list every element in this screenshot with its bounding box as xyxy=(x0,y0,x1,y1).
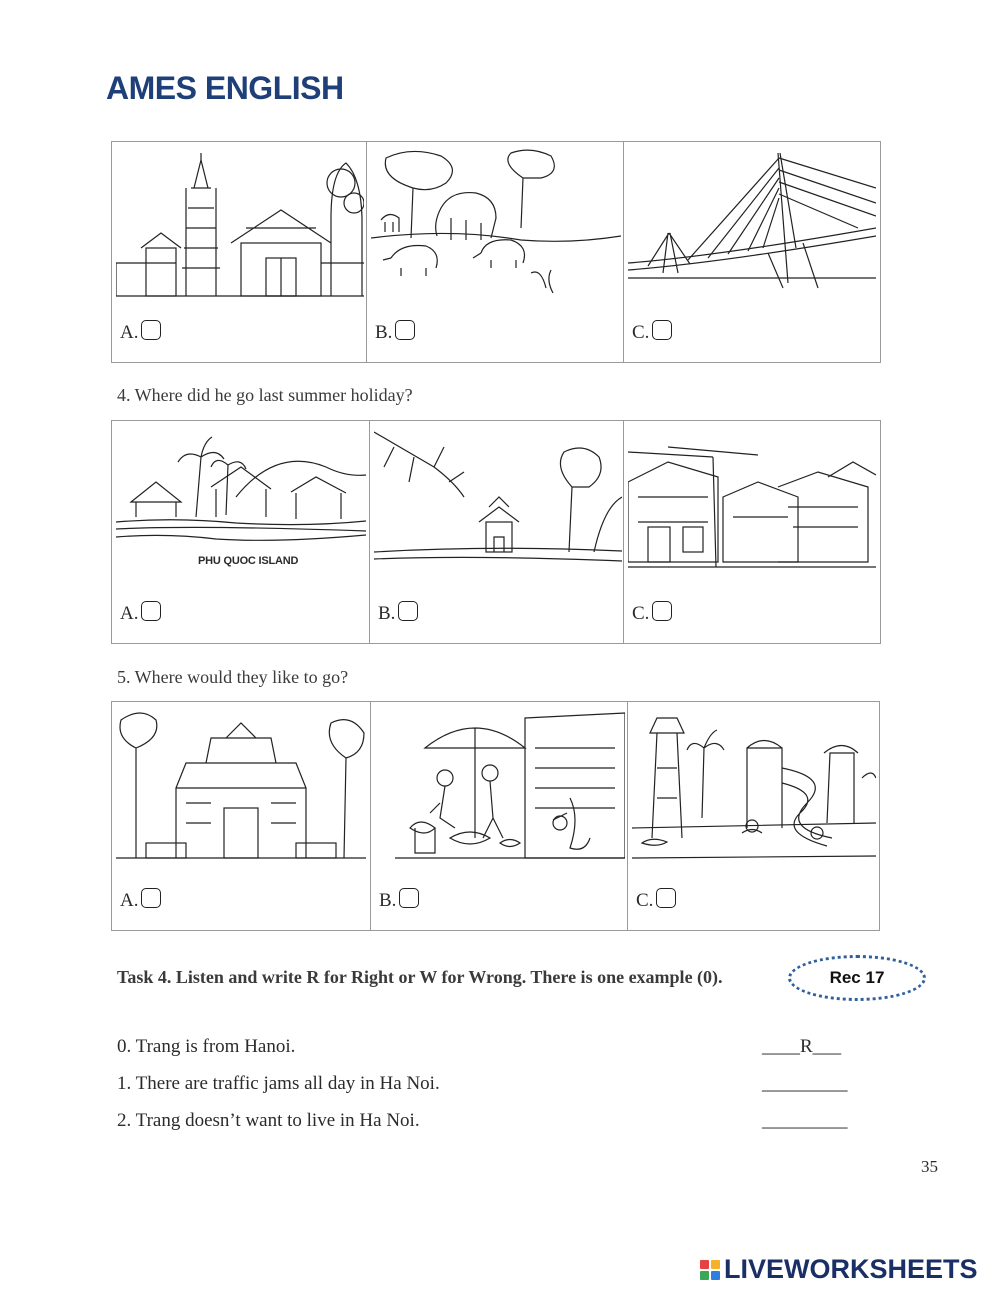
zoo-animals-icon xyxy=(371,148,621,298)
logo-square-yellow xyxy=(711,1260,720,1269)
image-caption: PHU QUOC ISLAND xyxy=(198,555,299,567)
option-c xyxy=(636,888,676,912)
liveworksheets-icon xyxy=(700,1260,720,1280)
option-b xyxy=(375,320,415,344)
option-a xyxy=(120,888,161,912)
option-label: C. xyxy=(632,603,650,624)
question-4-text: 4. Where did he go last summer holiday? xyxy=(117,385,413,405)
cable-stayed-bridge-icon xyxy=(628,148,876,298)
option-label: A. xyxy=(120,890,139,911)
answer-checkbox-b[interactable] xyxy=(399,888,419,908)
statement-2: 2. Trang doesn’t want to live in Ha Noi. xyxy=(117,1110,420,1131)
task-4-instructions: Task 4. Listen and write R for Right or W for Wrong. There is one example (0). xyxy=(117,967,723,987)
statement-0: 0. Trang is from Hanoi. xyxy=(117,1036,296,1057)
answer-checkbox-c[interactable] xyxy=(652,320,672,340)
option-cell-a xyxy=(112,142,367,362)
option-cell-c xyxy=(624,142,880,362)
answer-blank-2[interactable]: _________ xyxy=(762,1110,848,1131)
option-label: B. xyxy=(379,890,397,911)
page-number: 35 xyxy=(921,1157,938,1176)
statement-1: 1. There are traffic jams all day in Ha Noi. xyxy=(117,1073,440,1094)
answer-checkbox-b[interactable] xyxy=(395,320,415,340)
brand-title: AMES ENGLISH xyxy=(106,70,344,106)
logo-square-green xyxy=(700,1271,709,1280)
option-cell-c xyxy=(624,421,880,643)
option-cell-b xyxy=(367,142,624,362)
answer-checkbox-a[interactable] xyxy=(141,320,161,340)
pagoda-and-temple-gate-icon xyxy=(116,148,364,298)
answer-checkbox-a[interactable] xyxy=(141,888,161,908)
option-a xyxy=(120,601,161,625)
question-5-text: 5. Where would they like to go? xyxy=(117,667,349,687)
answer-blank-1[interactable]: _________ xyxy=(762,1073,848,1094)
option-cell-b xyxy=(371,702,628,930)
option-c xyxy=(632,601,672,625)
logo-square-blue xyxy=(711,1271,720,1280)
answer-checkbox-b[interactable] xyxy=(398,601,418,621)
option-cell-b xyxy=(370,421,624,643)
option-cell-c xyxy=(628,702,879,930)
answer-checkbox-c[interactable] xyxy=(656,888,676,908)
option-b xyxy=(378,601,418,625)
question-5-grid xyxy=(111,701,880,931)
option-cell-a xyxy=(112,702,371,930)
option-label: A. xyxy=(120,603,139,624)
old-town-street-icon xyxy=(628,427,876,577)
temple-gate-icon xyxy=(116,708,366,868)
answer-checkbox-a[interactable] xyxy=(141,601,161,621)
question-4-grid xyxy=(111,420,881,644)
water-park-icon xyxy=(632,708,876,868)
street-market-icon xyxy=(375,708,625,868)
turtle-tower-lake-icon xyxy=(374,427,622,577)
option-label: C. xyxy=(632,322,650,343)
option-label: C. xyxy=(636,890,654,911)
question-3-grid xyxy=(111,141,881,363)
option-cell-a xyxy=(112,421,370,643)
answer-checkbox-c[interactable] xyxy=(652,601,672,621)
logo-square-red xyxy=(700,1260,709,1269)
option-a xyxy=(120,320,161,344)
option-label: B. xyxy=(378,603,396,624)
option-label: B. xyxy=(375,322,393,343)
liveworksheets-logo xyxy=(700,1254,978,1285)
answer-blank-0: ____R___ xyxy=(762,1036,842,1057)
option-c xyxy=(632,320,672,344)
rec-17-audio-badge[interactable]: Rec 17 xyxy=(788,955,926,1001)
option-b xyxy=(379,888,419,912)
liveworksheets-text: LIVEWORKSHEETS xyxy=(724,1254,978,1284)
option-label: A. xyxy=(120,322,139,343)
